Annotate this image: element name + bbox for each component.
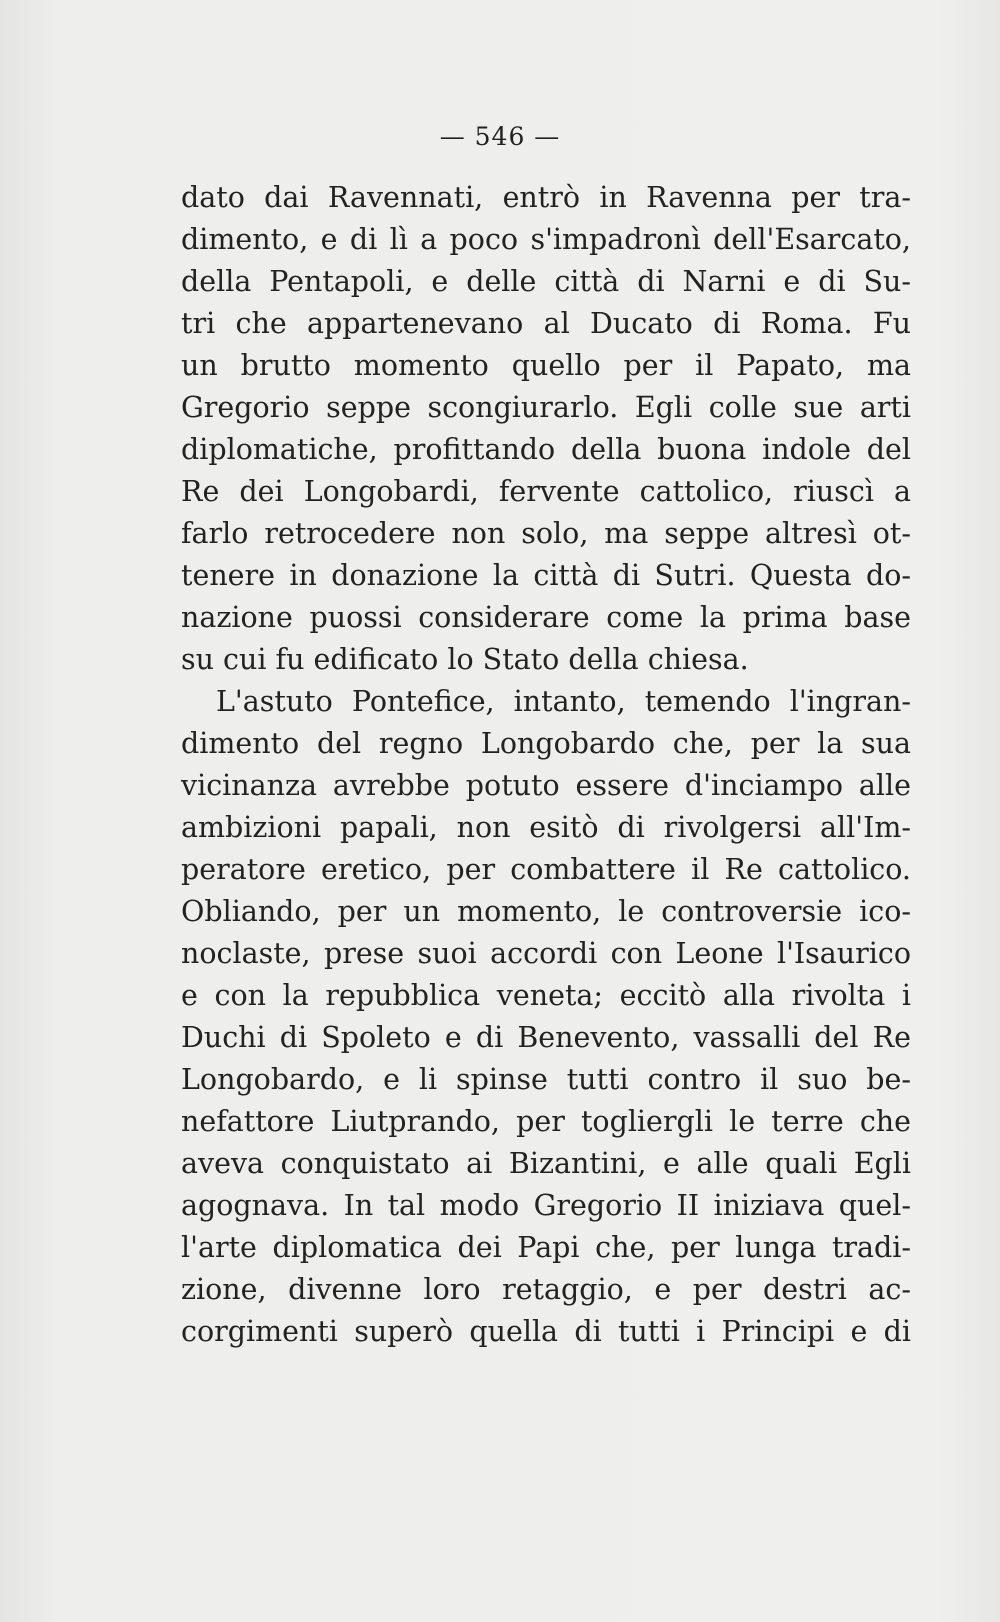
text-line: diplomatiche, profittando della buona indole del bbox=[181, 433, 911, 466]
text-line: della Pentapoli, e delle città di Narni e di Su- bbox=[181, 265, 911, 298]
text-line: nefattore Liutprando, per togliergli le terre che bbox=[181, 1105, 911, 1138]
text-line: e con la repubblica veneta; eccitò alla rivolta i bbox=[181, 979, 911, 1012]
text-line: dimento, e di lì a poco s'impadronì dell'Esarcato, bbox=[181, 223, 911, 256]
text-line: corgimenti superò quella di tutti i Principi e di bbox=[181, 1315, 911, 1348]
text-line: farlo retrocedere non solo, ma seppe altresì ot- bbox=[181, 517, 911, 550]
text-line: zione, divenne loro retaggio, e per destri ac- bbox=[181, 1273, 911, 1306]
text-line: peratore eretico, per combattere il Re cattolico. bbox=[181, 853, 911, 886]
page-number: — 546 — bbox=[439, 122, 561, 151]
text-line: nazione puossi considerare come la prima base bbox=[181, 601, 911, 634]
text-line: Duchi di Spoleto e di Benevento, vassalli del Re bbox=[181, 1021, 911, 1054]
text-line: agognava. In tal modo Gregorio II iniziava quel- bbox=[181, 1189, 911, 1222]
text-line: tenere in donazione la città di Sutri. Questa do- bbox=[181, 559, 911, 592]
text-line: L'astuto Pontefice, intanto, temendo l'ingran- bbox=[216, 685, 911, 718]
text-line: dimento del regno Longobardo che, per la sua bbox=[181, 727, 911, 760]
text-line: un brutto momento quello per il Papato, ma bbox=[181, 349, 911, 382]
text-line: ambizioni papali, non esitò di rivolgersi all'Im- bbox=[181, 811, 911, 844]
text-line: Obliando, per un momento, le controversie ico- bbox=[181, 895, 911, 928]
text-line: noclaste, prese suoi accordi con Leone l'Isaurico bbox=[181, 937, 911, 970]
text-line: Longobardo, e li spinse tutti contro il suo be- bbox=[181, 1063, 911, 1096]
text-line: vicinanza avrebbe potuto essere d'inciampo alle bbox=[181, 769, 911, 802]
text-line: su cui fu edificato lo Stato della chiesa. bbox=[181, 643, 749, 676]
text-line: l'arte diplomatica dei Papi che, per lunga tradi- bbox=[181, 1231, 911, 1264]
text-line: Re dei Longobardi, fervente cattolico, riuscì a bbox=[181, 475, 911, 508]
text-line: aveva conquistato ai Bizantini, e alle quali Egli bbox=[181, 1147, 911, 1180]
text-line: Gregorio seppe scongiurarlo. Egli colle sue arti bbox=[181, 391, 911, 424]
text-line: dato dai Ravennati, entrò in Ravenna per tra- bbox=[181, 181, 911, 214]
body-text bbox=[181, 177, 911, 1353]
text-line: tri che appartenevano al Ducato di Roma. Fu bbox=[181, 307, 911, 340]
